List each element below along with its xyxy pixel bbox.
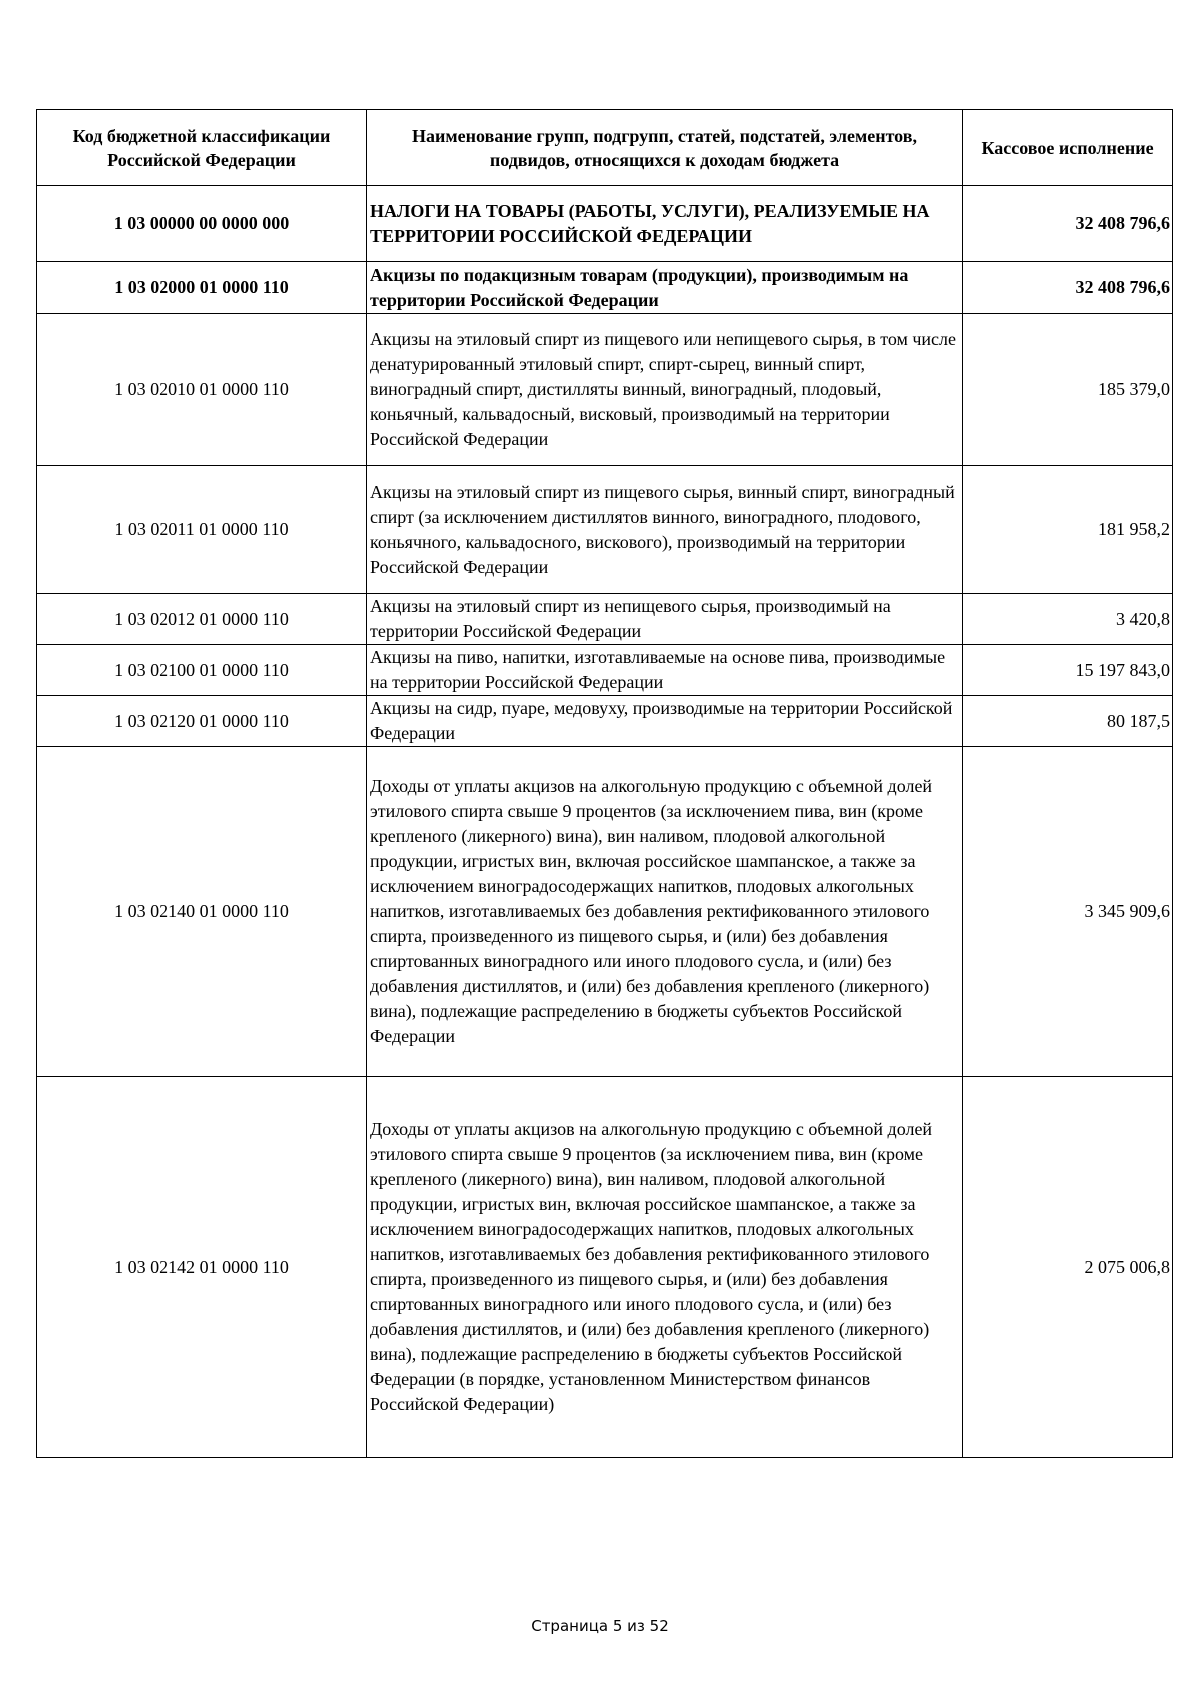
row-name: Акцизы на пиво, напитки, изготавливаемые на основе пива, производимые на территории Российской Федерации — [367, 645, 963, 696]
budget-revenue-table — [36, 109, 1173, 1458]
table-header-row — [37, 110, 1173, 186]
row-name: НАЛОГИ НА ТОВАРЫ (РАБОТЫ, УСЛУГИ), РЕАЛИЗУЕМЫЕ НА ТЕРРИТОРИИ РОССИЙСКОЙ ФЕДЕРАЦИИ — [367, 186, 963, 262]
table-row — [37, 262, 1173, 314]
row-amount: 80 187,5 — [963, 696, 1173, 747]
table-row — [37, 1077, 1173, 1458]
table-row — [37, 466, 1173, 594]
row-name: Акцизы на этиловый спирт из непищевого сырья, производимый на территории Российской Федерации — [367, 594, 963, 645]
header-amount: Кассовое исполнение — [963, 110, 1173, 186]
row-amount: 3 420,8 — [963, 594, 1173, 645]
row-amount: 181 958,2 — [963, 466, 1173, 594]
row-code: 1 03 00000 00 0000 000 — [37, 186, 367, 262]
row-name: Доходы от уплаты акцизов на алкогольную продукцию с объемной долей этилового спирта свыше 9 процентов (за исключением пива, вин (кроме крепленого (ликерного) вина), вин наливом, плодовой алкогольной продукции, игристых вин, включая российское шампанское, а также за исключением виноградосодержащих напитков, плодовых алкогольных напитков, изготавливаемых без добавления ректификованного этилового спирта, произведенного из пищевого сырья, и (или) без добавления спиртованных виноградного или иного плодового сусла, и (или) без добавления дистиллятов, и (или) без добавления крепленого (ликерного) вина), подлежащие распределению в бюджеты субъектов Российской Федерации — [367, 747, 963, 1077]
row-code: 1 03 02000 01 0000 110 — [37, 262, 367, 314]
row-name: Акцизы по подакцизным товарам (продукции), производимым на территории Российской Федерации — [367, 262, 963, 314]
row-code: 1 03 02011 01 0000 110 — [37, 466, 367, 594]
row-code: 1 03 02140 01 0000 110 — [37, 747, 367, 1077]
row-code: 1 03 02012 01 0000 110 — [37, 594, 367, 645]
table-row — [37, 645, 1173, 696]
table-row — [37, 747, 1173, 1077]
row-amount: 15 197 843,0 — [963, 645, 1173, 696]
table-row — [37, 696, 1173, 747]
row-amount: 32 408 796,6 — [963, 262, 1173, 314]
row-amount: 3 345 909,6 — [963, 747, 1173, 1077]
row-name: Акцизы на сидр, пуаре, медовуху, производимые на территории Российской Федерации — [367, 696, 963, 747]
header-code: Код бюджетной классификации Российской Федерации — [37, 110, 367, 186]
row-name: Акцизы на этиловый спирт из пищевого или непищевого сырья, в том числе денатурированный этиловый спирт, спирт-сырец, винный спирт, виноградный спирт, дистилляты винный, виноградный, плодовый, коньячный, кальвадосный, висковый, производимый на территории Российской Федерации — [367, 314, 963, 466]
row-name: Акцизы на этиловый спирт из пищевого сырья, винный спирт, виноградный спирт (за исключением дистиллятов винного, виноградного, плодового, коньячного, кальвадосного, вискового), производимый на территории Российской Федерации — [367, 466, 963, 594]
table-row — [37, 594, 1173, 645]
header-name: Наименование групп, подгрупп, статей, подстатей, элементов, подвидов, относящихся к доходам бюджета — [367, 110, 963, 186]
row-code: 1 03 02100 01 0000 110 — [37, 645, 367, 696]
budget-table-container — [36, 109, 1172, 1458]
row-amount: 2 075 006,8 — [963, 1077, 1173, 1458]
row-code: 1 03 02142 01 0000 110 — [37, 1077, 367, 1458]
row-amount: 185 379,0 — [963, 314, 1173, 466]
row-code: 1 03 02120 01 0000 110 — [37, 696, 367, 747]
table-row — [37, 314, 1173, 466]
table-row — [37, 186, 1173, 262]
row-name: Доходы от уплаты акцизов на алкогольную продукцию с объемной долей этилового спирта свыше 9 процентов (за исключением пива, вин (кроме крепленого (ликерного) вина), вин наливом, плодовой алкогольной продукции, игристых вин, включая российское шампанское, а также за исключением виноградосодержащих напитков, плодовых алкогольных напитков, изготавливаемых без добавления ректификованного этилового спирта, произведенного из пищевого сырья, и (или) без добавления спиртованных виноградного или иного плодового сусла, и (или) без добавления дистиллятов, и (или) без добавления крепленого (ликерного) вина), подлежащие распределению в бюджеты субъектов Российской Федерации (в порядке, установленном Министерством финансов Российской Федерации) — [367, 1077, 963, 1458]
row-code: 1 03 02010 01 0000 110 — [37, 314, 367, 466]
row-amount: 32 408 796,6 — [963, 186, 1173, 262]
page-number: Страница 5 из 52 — [531, 1617, 669, 1635]
